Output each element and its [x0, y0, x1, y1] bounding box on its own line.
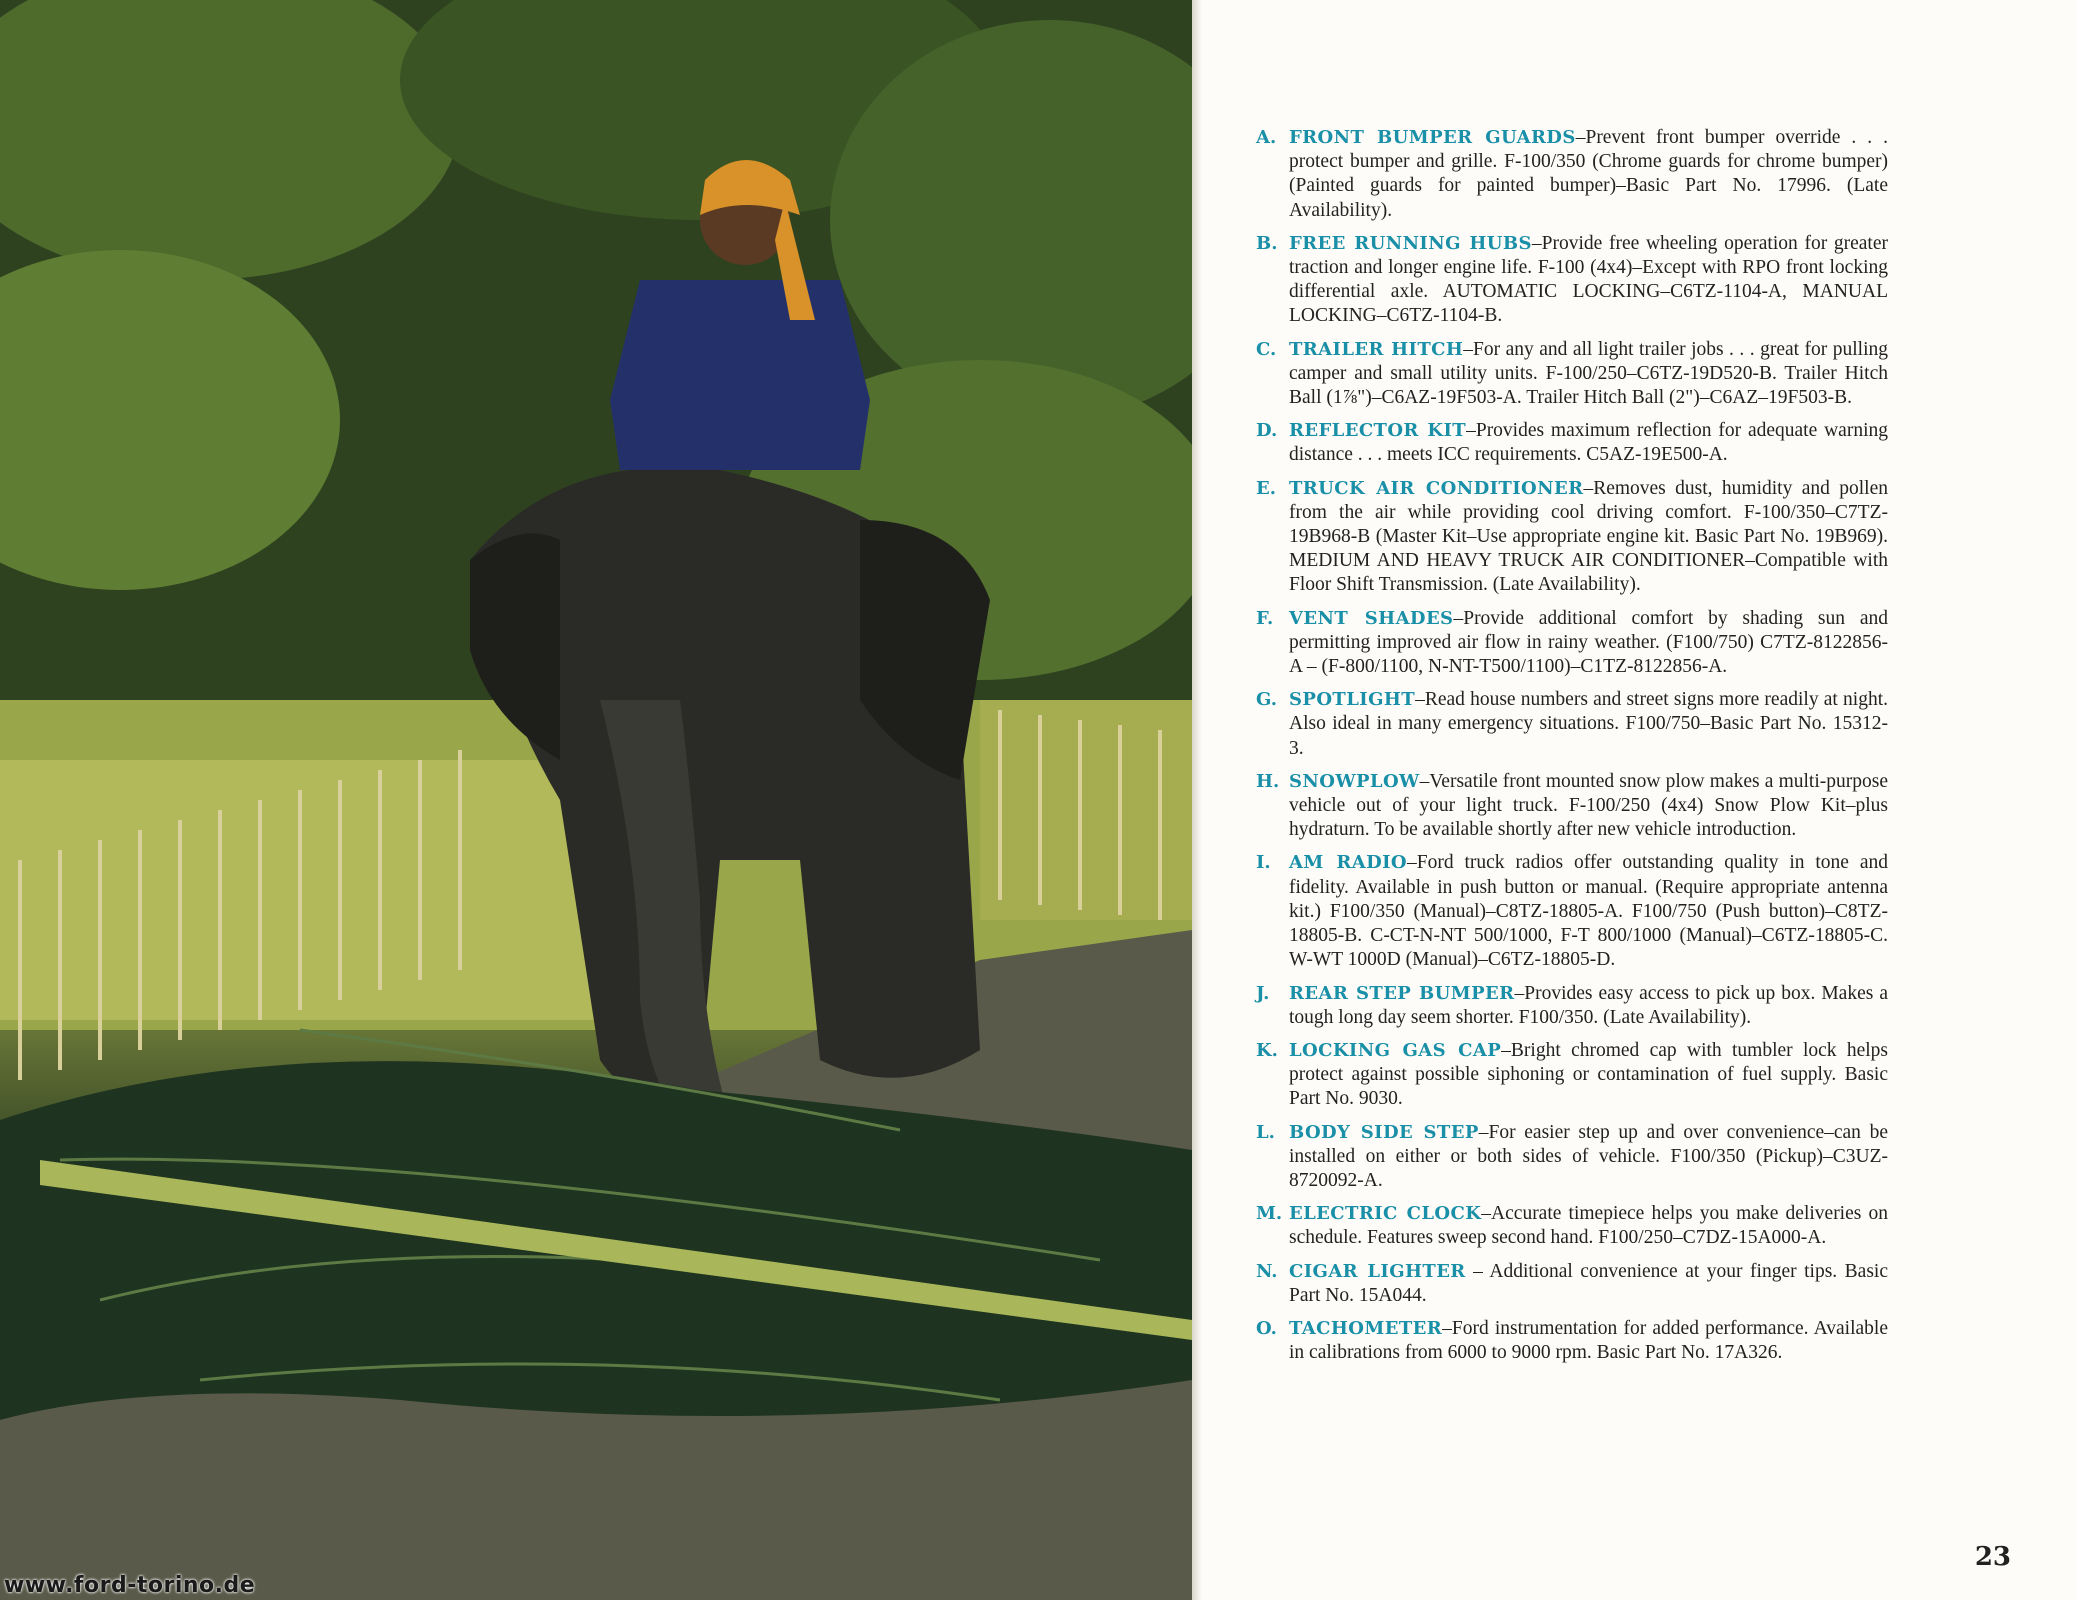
accessory-description: –Provide free wheeling operation for greater traction and longer engine life. F-100 (4x4)–Except with RPO front locking differential axle. AUTOMATIC LOCKING–C6TZ-1104-A, MANUAL LOCKING–C6TZ-1104-B.	[1289, 232, 1888, 327]
accessory-entry	[1256, 607, 1888, 680]
accessory-entry	[1256, 982, 1888, 1030]
accessory-title: AM RADIO	[1289, 852, 1408, 874]
accessory-description: –Read house numbers and street signs more readily at night. Also ideal in many emergency situations. F100/750–Basic Part No. 15312-3.	[1289, 689, 1888, 759]
accessory-letter: N.	[1256, 1260, 1278, 1282]
accessory-body	[1289, 851, 1888, 972]
accessory-description: –Provides maximum reflection for adequate warning distance . . . meets ICC requirements. C5AZ-19E500-A.	[1289, 420, 1888, 466]
accessory-entry	[1256, 477, 1888, 598]
accessory-description: –Removes dust, humidity and pollen from the air while providing cool driving comfort. F-100/350–C7TZ-19B968-B (Master Kit–Use appropriate engine kit. Basic Part No. 19B969). MEDIUM AND HEAVY TRUCK AIR CONDITIONER–Compatible with Floor Shift Transmission. (Late Availability).	[1289, 477, 1888, 596]
accessory-body	[1289, 232, 1888, 329]
accessory-letter: M.	[1256, 1203, 1283, 1225]
accessory-entry	[1256, 232, 1888, 329]
accessory-body	[1289, 338, 1888, 411]
accessory-title: FRONT BUMPER GUARDS	[1289, 127, 1576, 148]
accessory-description: –Provides easy access to pick up box. Makes a tough long day seem shorter. F100/350. (Late Availability).	[1289, 982, 1888, 1028]
accessory-letter: B.	[1256, 232, 1278, 254]
accessory-entry	[1256, 1039, 1888, 1112]
accessory-description: –Accurate timepiece helps you make deliveries on schedule. Features sweep second hand. F100/250–C7DZ-15A000-A.	[1289, 1203, 1888, 1249]
accessory-entry	[1256, 1317, 1888, 1365]
accessory-body	[1289, 688, 1888, 761]
accessory-description: –Provide additional comfort by shading sun and permitting improved air flow in rainy weather. (F100/750) C7TZ-8122856-A – (F-800/1100, N-NT-T500/1100)–C1TZ-8122856-A.	[1289, 607, 1889, 678]
accessory-body	[1289, 982, 1888, 1030]
accessory-title: LOCKING GAS CAP	[1289, 1039, 1502, 1061]
accessory-description: –For easier step up and over convenience–can be installed on either or both sides of vehicle. F100/350 (Pickup)–C3UZ-8720092-A.	[1289, 1121, 1888, 1191]
accessory-entry	[1256, 419, 1888, 467]
accessory-entry	[1256, 1202, 1888, 1250]
accessory-letter: J.	[1256, 982, 1270, 1004]
accessory-title: SPOTLIGHT	[1289, 689, 1416, 711]
accessory-description: – Additional convenience at your finger tips. Basic Part No. 15A044.	[1289, 1260, 1888, 1306]
accessory-body	[1289, 1202, 1888, 1250]
accessory-letter: H.	[1256, 770, 1280, 792]
accessory-title: CIGAR LIGHTER	[1289, 1260, 1466, 1282]
accessory-title: REAR STEP BUMPER	[1289, 982, 1515, 1004]
page-number: 23	[1974, 1542, 2011, 1572]
accessory-entry	[1256, 1260, 1888, 1308]
accessory-description: –Prevent front bumper override . . . protect bumper and grille. F-100/350 (Chrome guards for chrome bumper) (Painted guards for painted bumper)–Basic Part No. 17996. (Late Availability).	[1289, 127, 1888, 221]
accessory-letter: G.	[1256, 689, 1277, 711]
accessory-letter: C.	[1256, 338, 1277, 360]
watermark: www.ford-torino.de	[4, 1573, 256, 1598]
accessory-body	[1289, 607, 1888, 680]
accessory-title: TRAILER HITCH	[1289, 338, 1464, 360]
accessory-description: –Ford instrumentation for added performance. Available in calibrations from 6000 to 9000 rpm. Basic Part No. 17A326.	[1289, 1317, 1888, 1364]
accessory-title: VENT SHADES	[1289, 607, 1454, 629]
accessory-letter: L.	[1256, 1121, 1275, 1143]
accessory-letter: D.	[1256, 420, 1278, 442]
accessory-description: –Versatile front mounted snow plow makes a multi-purpose vehicle out of your light truck. F-100/250 (4x4) Snow Plow Kit–plus hydraturn. To be available shortly after new vehicle introduction.	[1289, 770, 1888, 841]
accessory-letter: F.	[1256, 607, 1274, 629]
accessory-entry	[1256, 851, 1888, 972]
accessory-body	[1289, 770, 1888, 843]
accessory-letter: E.	[1256, 477, 1276, 499]
accessory-title: TRUCK AIR CONDITIONER	[1289, 477, 1584, 499]
accessory-body	[1289, 126, 1888, 223]
page-gutter	[1192, 0, 1202, 1600]
accessories-list	[1256, 126, 1888, 1374]
accessory-entry	[1256, 126, 1888, 223]
accessory-entry	[1256, 688, 1888, 761]
accessory-title: ELECTRIC CLOCK	[1289, 1203, 1482, 1225]
accessory-title: TACHOMETER	[1289, 1317, 1443, 1339]
accessory-title: BODY SIDE STEP	[1289, 1121, 1479, 1143]
accessory-title: REFLECTOR KIT	[1289, 420, 1467, 442]
accessory-body	[1289, 1260, 1888, 1308]
accessory-entry	[1256, 1121, 1888, 1194]
accessory-entry	[1256, 770, 1888, 843]
accessory-title: FREE RUNNING HUBS	[1289, 232, 1532, 254]
accessory-letter: I.	[1256, 852, 1271, 874]
accessory-title: SNOWPLOW	[1289, 770, 1420, 792]
accessory-description: –For any and all light trailer jobs . . . great for pulling camper and small utility units. F-100/250–C6TZ-19D520-B. Trailer Hitch Ball (1⅞")–C6AZ-19F503-A. Trailer Hitch Ball (2")–C6AZ–19F503-B.	[1289, 338, 1888, 409]
accessory-letter: A.	[1256, 127, 1277, 148]
accessory-body	[1289, 477, 1888, 598]
accessory-body	[1289, 419, 1888, 467]
accessory-entry	[1256, 338, 1888, 411]
accessory-body	[1289, 1121, 1888, 1194]
accessory-description: –Ford truck radios offer outstanding quality in tone and fidelity. Available in push button or manual. (Require appropriate antenna kit.) F100/350 (Manual)–C8TZ-18805-A. F100/750 (Push button)–C8TZ-18805-B. C-CT-N-NT 500/1000, F-T 800/1000 (Manual)–C6TZ-18805-C. W-WT 1000D (Manual)–C6TZ-18805-D.	[1289, 852, 1888, 971]
accessory-letter: K.	[1256, 1039, 1278, 1061]
accessory-letter: O.	[1256, 1317, 1277, 1339]
accessory-description: –Bright chromed cap with tumbler lock helps protect against possible siphoning or contamination of fuel supply. Basic Part No. 9030.	[1289, 1039, 1889, 1110]
accessory-body	[1289, 1039, 1888, 1112]
accessory-body	[1289, 1317, 1888, 1365]
